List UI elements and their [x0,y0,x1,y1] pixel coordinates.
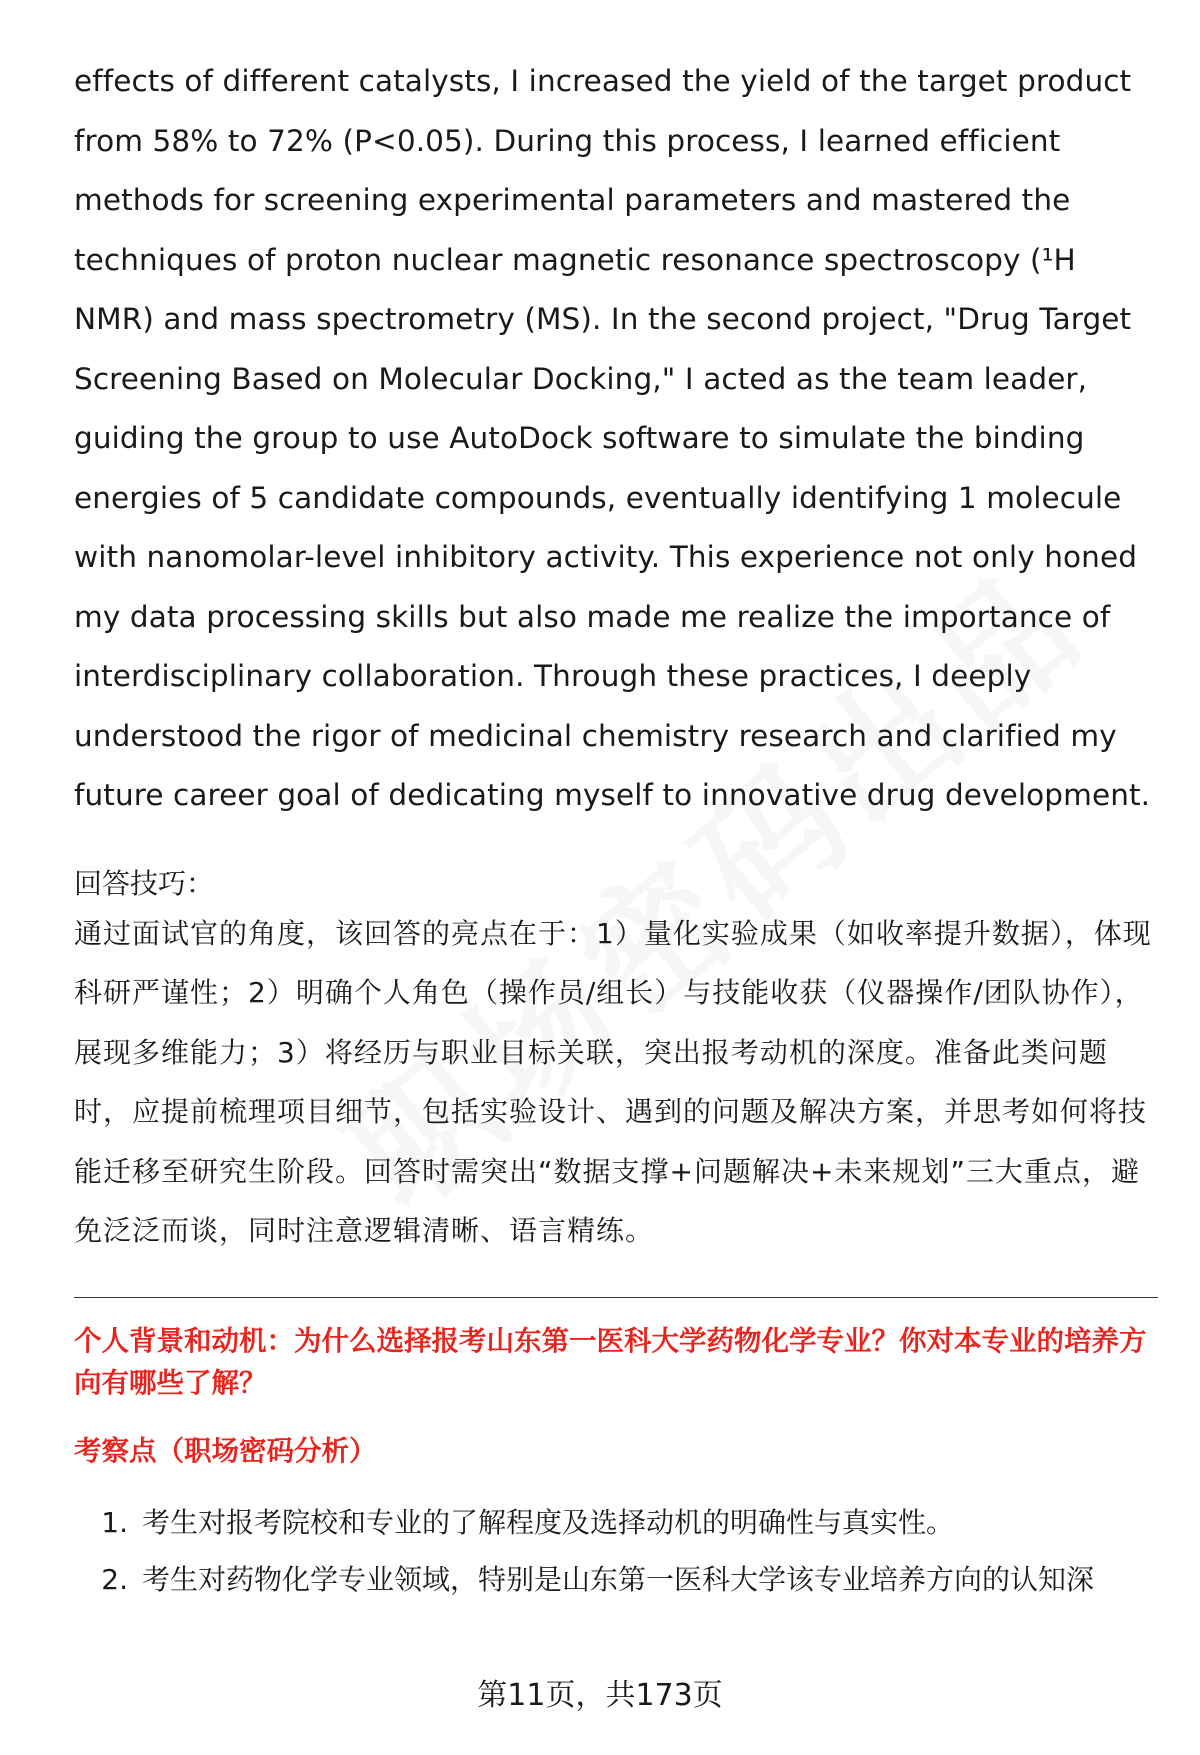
tips-paragraph: 通过面试官的角度，该回答的亮点在于：1）量化实验成果（如收率提升数据），体现科研严谨性；2）明确个人角色（操作员/组长）与技能收获（仪器操作/团队协作），展现多维能力；3）将经历与职业目标关联，突出报考动机的深度。准备此类问题时，应提前梳理项目细节，包括实验设计、遇到的问题及解决方案，并思考如何将技能迁移至研究生阶段。回答时需突出“数据支撑+问题解决+未来规划”三大重点，避免泛泛而谈，同时注意逻辑清晰、语言精练。 [74,916,1152,1247]
list-item [74,1551,1158,1608]
list-item-text: 考生对药物化学专业领域，特别是山东第一医科大学该专业培养方向的认知深 [142,1562,1095,1596]
body-paragraph: effects of different catalysts, I increased the yield of the target product from 58% to 72% (P<0.05). During this process, I learned efficient methods for screening experimental parameters and mastered the techniques of proton nuclear magnetic resonance spectroscopy (¹H NMR) and mass spectrometry (MS). In the second project, "Drug Target Screening Based on Molecular Docking," I acted as the team leader, guiding the group to use AutoDock software to simulate the binding energies of 5 candidate compounds, eventually identifying 1 molecule with nanomolar-level inhibitory activity. This experience not only honed my data processing skills but also made me realize the importance of interdisciplinary collaboration. Through these practices, I deeply understood the rigor of medicinal chemistry research and clarified my future career goal of dedicating myself to innovative drug development. [74,64,1151,812]
page-number-footer: 第11页，共173页 [477,1678,723,1713]
list-item-number: 2. [101,1562,128,1596]
assessment-subheading: 考察点（职场密码分析） [74,1434,377,1467]
document-page [74,52,1158,1608]
assessment-points-list [74,1494,1158,1608]
tips-label: 回答技巧： [74,866,215,900]
section-divider [74,1297,1158,1298]
list-item-number: 1. [101,1505,128,1539]
question-heading: 个人背景和动机：为什么选择报考山东第一医科大学药物化学专业？你对本专业的培养方向有哪些了解？ [74,1324,1147,1399]
list-item-text: 考生对报考院校和专业的了解程度及选择动机的明确性与真实性。 [142,1505,955,1539]
list-item [74,1494,1158,1551]
